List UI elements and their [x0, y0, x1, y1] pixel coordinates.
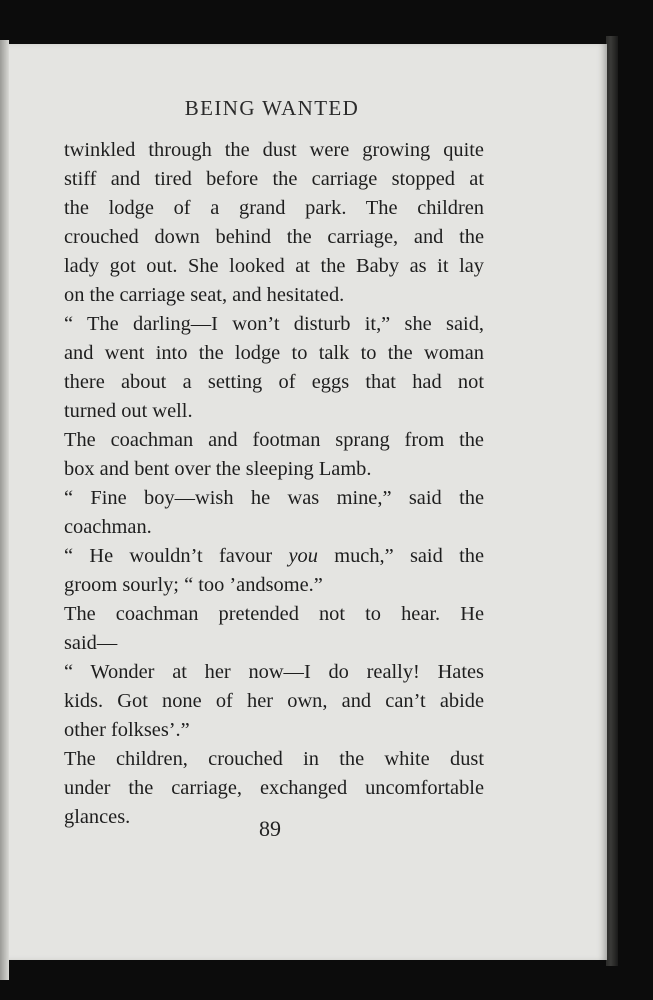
book-cover-edge	[606, 36, 618, 966]
left-page-edge	[0, 40, 9, 980]
text-line: on the carriage seat, and hesitated.	[64, 284, 345, 306]
text-line: The coachman pretended not to hear. He	[64, 603, 484, 625]
text-line: coachman.	[64, 516, 152, 538]
text-line: crouched down behind the carriage, and the	[64, 226, 484, 248]
body-text	[64, 136, 484, 832]
text-line: lady got out. She looked at the Baby as it lay	[64, 255, 484, 277]
text-line: twinkled through the dust were growing quite	[64, 139, 484, 161]
text-line: said—	[64, 632, 118, 654]
text-line: stiff and tired before the carriage stopped at	[64, 168, 484, 190]
text-line: under the carriage, exchanged uncomfortable	[64, 777, 484, 799]
text-line: kids. Got none of her own, and can’t abide	[64, 690, 484, 712]
emphasis: you	[288, 545, 318, 567]
text-line: “ Fine boy—wish he was mine,” said the	[64, 487, 484, 509]
text-line: “ Wonder at her now—I do really! Hates	[64, 661, 484, 683]
page-number: 89	[259, 816, 281, 841]
text-line: The coachman and footman sprang from the	[64, 429, 484, 451]
text-line: the lodge of a grand park. The children	[64, 197, 484, 219]
text-line: and went into the lodge to talk to the woman	[64, 342, 484, 364]
text-line: box and bent over the sleeping Lamb.	[64, 458, 372, 480]
text-line: glances.	[64, 806, 131, 828]
text-line: groom sourly; “ too ’andsome.”	[64, 574, 323, 596]
text-line: The children, crouched in the white dust	[64, 748, 484, 770]
text-line: “ He wouldn’t favour you much,” said the	[64, 545, 484, 567]
running-head: BEING WANTED	[184, 96, 360, 120]
text-line: turned out well.	[64, 400, 193, 422]
text-line: there about a setting of eggs that had not	[64, 371, 484, 393]
text-line: other folkses’.”	[64, 719, 190, 741]
text-line: “ The darling—I won’t disturb it,” she said,	[64, 313, 484, 335]
